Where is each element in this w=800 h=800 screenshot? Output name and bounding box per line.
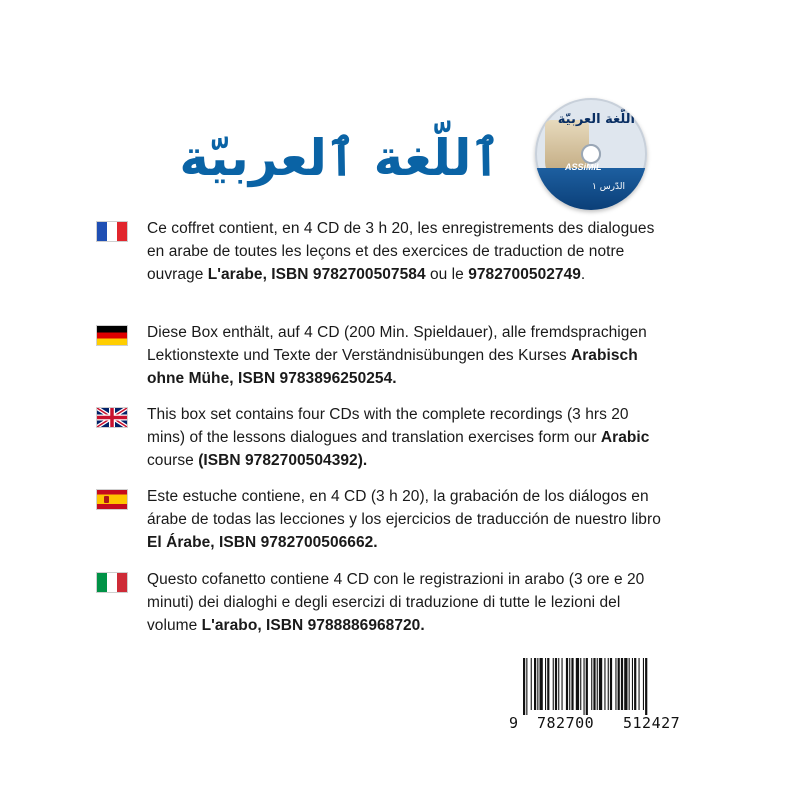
english-description — [147, 403, 667, 472]
french-text-2: ou le — [425, 266, 469, 283]
english-text: This box set contains four CDs with the complete recordings (3 hrs 20 mins) of the lessons dialogues and translation exercises form our — [147, 406, 629, 446]
english-text-2: course — [147, 452, 199, 469]
cd-title: اللّغة العربيّة — [557, 112, 635, 127]
barcode-bar — [639, 658, 640, 710]
barcode-bar — [615, 658, 616, 710]
barcode-bar — [576, 658, 579, 710]
barcode-first-digit: 9 — [509, 714, 519, 732]
barcode-bar — [621, 658, 623, 710]
barcode-bar — [597, 658, 598, 710]
barcode-bar — [555, 658, 557, 710]
cd-disc-image — [535, 98, 647, 210]
barcode-bar — [580, 658, 581, 710]
french-text: Ce coffret contient, en 4 CD de 3 h 20, les enregistrements des dialogues en arabe de toutes les leçons et des exercices de traduction de notre ouvrage — [147, 220, 655, 283]
barcode-bar — [618, 658, 620, 710]
english-course: Arabic — [600, 429, 650, 446]
barcode-bar — [569, 658, 570, 710]
barcode-bar — [634, 658, 636, 710]
barcode-bar — [593, 658, 595, 710]
barcode-bar — [558, 658, 559, 710]
barcode-bar — [566, 658, 568, 710]
barcode-bar — [608, 658, 609, 710]
barcode-bar — [553, 658, 554, 710]
barcode — [509, 658, 709, 715]
spanish-text: Este estuche contiene, en 4 CD (3 h 20), la grabación de los diálogos en árabe de todas las lecciones y los ejercicios de traducción de nuestro libro — [147, 488, 661, 528]
barcode-bar — [540, 658, 543, 710]
french-text-3: . — [580, 266, 586, 283]
barcode-bar — [571, 658, 573, 710]
barcode-bar — [643, 658, 644, 710]
barcode-bar — [645, 658, 647, 715]
barcode-bar — [526, 658, 527, 715]
english-isbn: (ISBN 9782700504392). — [198, 452, 368, 469]
barcode-bar — [624, 658, 627, 710]
french-isbn-2: 9782700502749 — [468, 266, 581, 283]
italian-isbn: L'arabo, ISBN 9788886968720. — [201, 617, 425, 634]
arabic-title: ٱللّغة ٱلعربيّة — [179, 129, 501, 187]
barcode-bar — [531, 658, 532, 710]
german-text: Diese Box enthält, auf 4 CD (200 Min. Spieldauer), alle fremdsprachigen Lektionstexte und Texte der Verständnisübungen des Kurses — [147, 324, 647, 364]
barcode-bar — [523, 658, 525, 715]
german-description — [147, 321, 667, 390]
italy-flag-icon — [97, 573, 127, 592]
barcode-bar — [584, 658, 585, 715]
barcode-bar — [562, 658, 563, 710]
italian-text: Questo cofanetto contiene 4 CD con le registrazioni in arabo (3 ore e 20 minuti) dei dialoghi e degli esercizi di traduzione di tutte le lezioni del volume — [147, 571, 645, 634]
barcode-bar — [610, 658, 612, 710]
french-description — [147, 217, 667, 286]
barcode-bar — [537, 658, 538, 710]
barcode-bar — [547, 658, 549, 710]
spain-flag-icon — [97, 490, 127, 509]
spanish-isbn: El Árabe, ISBN 9782700506662. — [147, 534, 378, 551]
barcode-bars — [509, 658, 709, 715]
barcode-bar — [586, 658, 588, 715]
german-isbn: Arabisch ohne Mühe, ISBN 9783896250254. — [147, 347, 638, 387]
barcode-bar — [545, 658, 546, 710]
barcode-group-1: 782700 — [537, 714, 595, 732]
cd-lesson-label: الدّرس ١ — [591, 182, 625, 192]
barcode-bar — [599, 658, 602, 710]
barcode-bar — [591, 658, 592, 710]
cd-logo: ASSiMiL — [565, 162, 602, 172]
france-flag-icon — [97, 222, 127, 241]
barcode-bar — [629, 658, 630, 710]
french-isbn-1: L'arabe, ISBN 9782700507584 — [207, 266, 426, 283]
barcode-group-2: 512427 — [623, 714, 681, 732]
cd-center-hole — [583, 146, 599, 162]
barcode-bar — [632, 658, 633, 710]
barcode-bar — [534, 658, 536, 710]
germany-flag-icon — [97, 326, 127, 345]
barcode-bar — [604, 658, 605, 710]
italian-description — [147, 568, 667, 637]
uk-flag-icon — [97, 408, 127, 427]
spanish-description — [147, 485, 667, 554]
